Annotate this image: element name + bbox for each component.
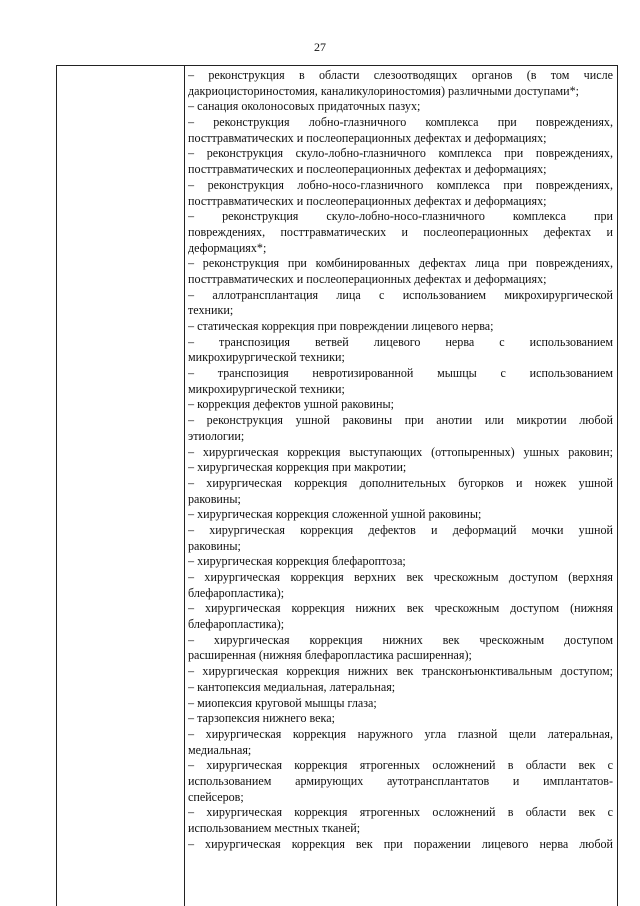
text-line: блефаропластика); <box>188 617 285 632</box>
procedures-cell <box>188 68 613 852</box>
text-line: использованием армирующих аутотрансплантатов и имплантатов- <box>188 773 613 788</box>
text-line: – миопексия круговой мышцы глаза; <box>188 695 377 710</box>
text-line: – статическая коррекция при повреждении лицевого нерва; <box>188 319 494 333</box>
text-line: – хирургическая коррекция нижних век чрескожным доступом (нижняя <box>188 601 613 616</box>
text-line: – хирургическая коррекция сложенной ушной раковины; <box>188 507 482 522</box>
text-line: – хирургическая коррекция наружного угла глазной щели латеральная, <box>188 726 613 741</box>
text-line: – реконструкция лобно-носо-глазничного комплекса при повреждениях, <box>188 177 613 192</box>
page-number: 27 <box>314 40 326 54</box>
text-line: расширенная (нижняя блефаропластика расширенная); <box>188 648 472 663</box>
text-line: – реконструкция при комбинированных дефектах лица при повреждениях, <box>188 256 613 271</box>
text-line: этиологии; <box>188 428 245 443</box>
text-line: – хирургическая коррекция нижних век чрескожным доступом <box>188 632 613 647</box>
text-line: – санация околоносовых придаточных пазух; <box>188 99 421 114</box>
text-line: – реконструкция в области слезоотводящих органов (в том числе <box>188 68 613 82</box>
text-line: – коррекция дефектов ушной раковины; <box>188 397 394 412</box>
text-line: – транспозиция ветвей лицевого нерва с использованием <box>188 334 613 349</box>
text-line: – транспозиция невротизированной мышцы с использованием <box>188 366 613 381</box>
text-line: – тарзопексия нижнего века; <box>188 711 335 726</box>
text-line: дакриоцисториностомия, каналикулориностомия) различными доступами*; <box>188 83 579 98</box>
text-line: – аллотрансплантация лица с использованием микрохирургической <box>188 287 613 302</box>
text-line: использованием местных тканей; <box>188 821 361 835</box>
text-line: – хирургическая коррекция ятрогенных осложнений в области век с <box>188 805 613 820</box>
text-line: посттравматических и послеоперационных дефектах и деформациях; <box>188 130 547 145</box>
text-line: – реконструкция лобно-глазничного комплекса при повреждениях, <box>188 115 613 130</box>
text-line: раковины; <box>188 491 241 506</box>
text-line: – хирургическая коррекция верхних век чрескожным доступом (верхняя <box>188 570 613 584</box>
text-line: – хирургическая коррекция нижних век трансконъюнктивальным доступом; <box>188 664 613 679</box>
text-line: посттравматических и послеоперационных дефектах и деформациях; <box>188 193 547 208</box>
text-line: – кантопексия медиальная, латеральная; <box>188 679 396 694</box>
text-line: – реконструкция скуло-лобно-носо-глазничного комплекса при <box>188 209 613 224</box>
text-line: деформациях*; <box>188 240 267 255</box>
text-line: – хирургическая коррекция дефектов и деформаций мочки ушной <box>188 522 613 537</box>
column-divider <box>184 66 185 906</box>
text-line: – хирургическая коррекция при макротии; <box>188 460 407 475</box>
text-line: микрохирургической техники; <box>188 350 345 365</box>
text-line: микрохирургической техники; <box>188 381 345 396</box>
document-table <box>56 65 618 906</box>
text-line: – реконструкция ушной раковины при анотии или микротии любой <box>188 413 613 428</box>
text-line: – хирургическая коррекция век при поражении лицевого нерва любой <box>188 836 613 851</box>
text-line: блефаропластика); <box>188 585 285 600</box>
text-line: техники; <box>188 303 234 318</box>
text-line: раковины; <box>188 538 241 553</box>
text-line: медиальная; <box>188 742 252 757</box>
text-line: посттравматических и послеоперационных дефектах и деформациях; <box>188 271 547 286</box>
text-line: – хирургическая коррекция дополнительных бугорков и ножек ушной <box>188 475 613 490</box>
text-line: – реконструкция скуло-лобно-глазничного комплекса при повреждениях, <box>188 146 613 161</box>
text-line: повреждениях, посттравматических и послеоперационных дефектах и <box>188 224 613 239</box>
text-line: – хирургическая коррекция блефароптоза; <box>188 554 406 569</box>
text-line: – хирургическая коррекция ятрогенных осложнений в области век с <box>188 758 613 773</box>
text-line: посттравматических и послеоперационных дефектах и деформациях; <box>188 162 547 177</box>
text-line: – хирургическая коррекция выступающих (оттопыренных) ушных раковин; <box>188 444 613 459</box>
text-line: спейсеров; <box>188 789 244 804</box>
